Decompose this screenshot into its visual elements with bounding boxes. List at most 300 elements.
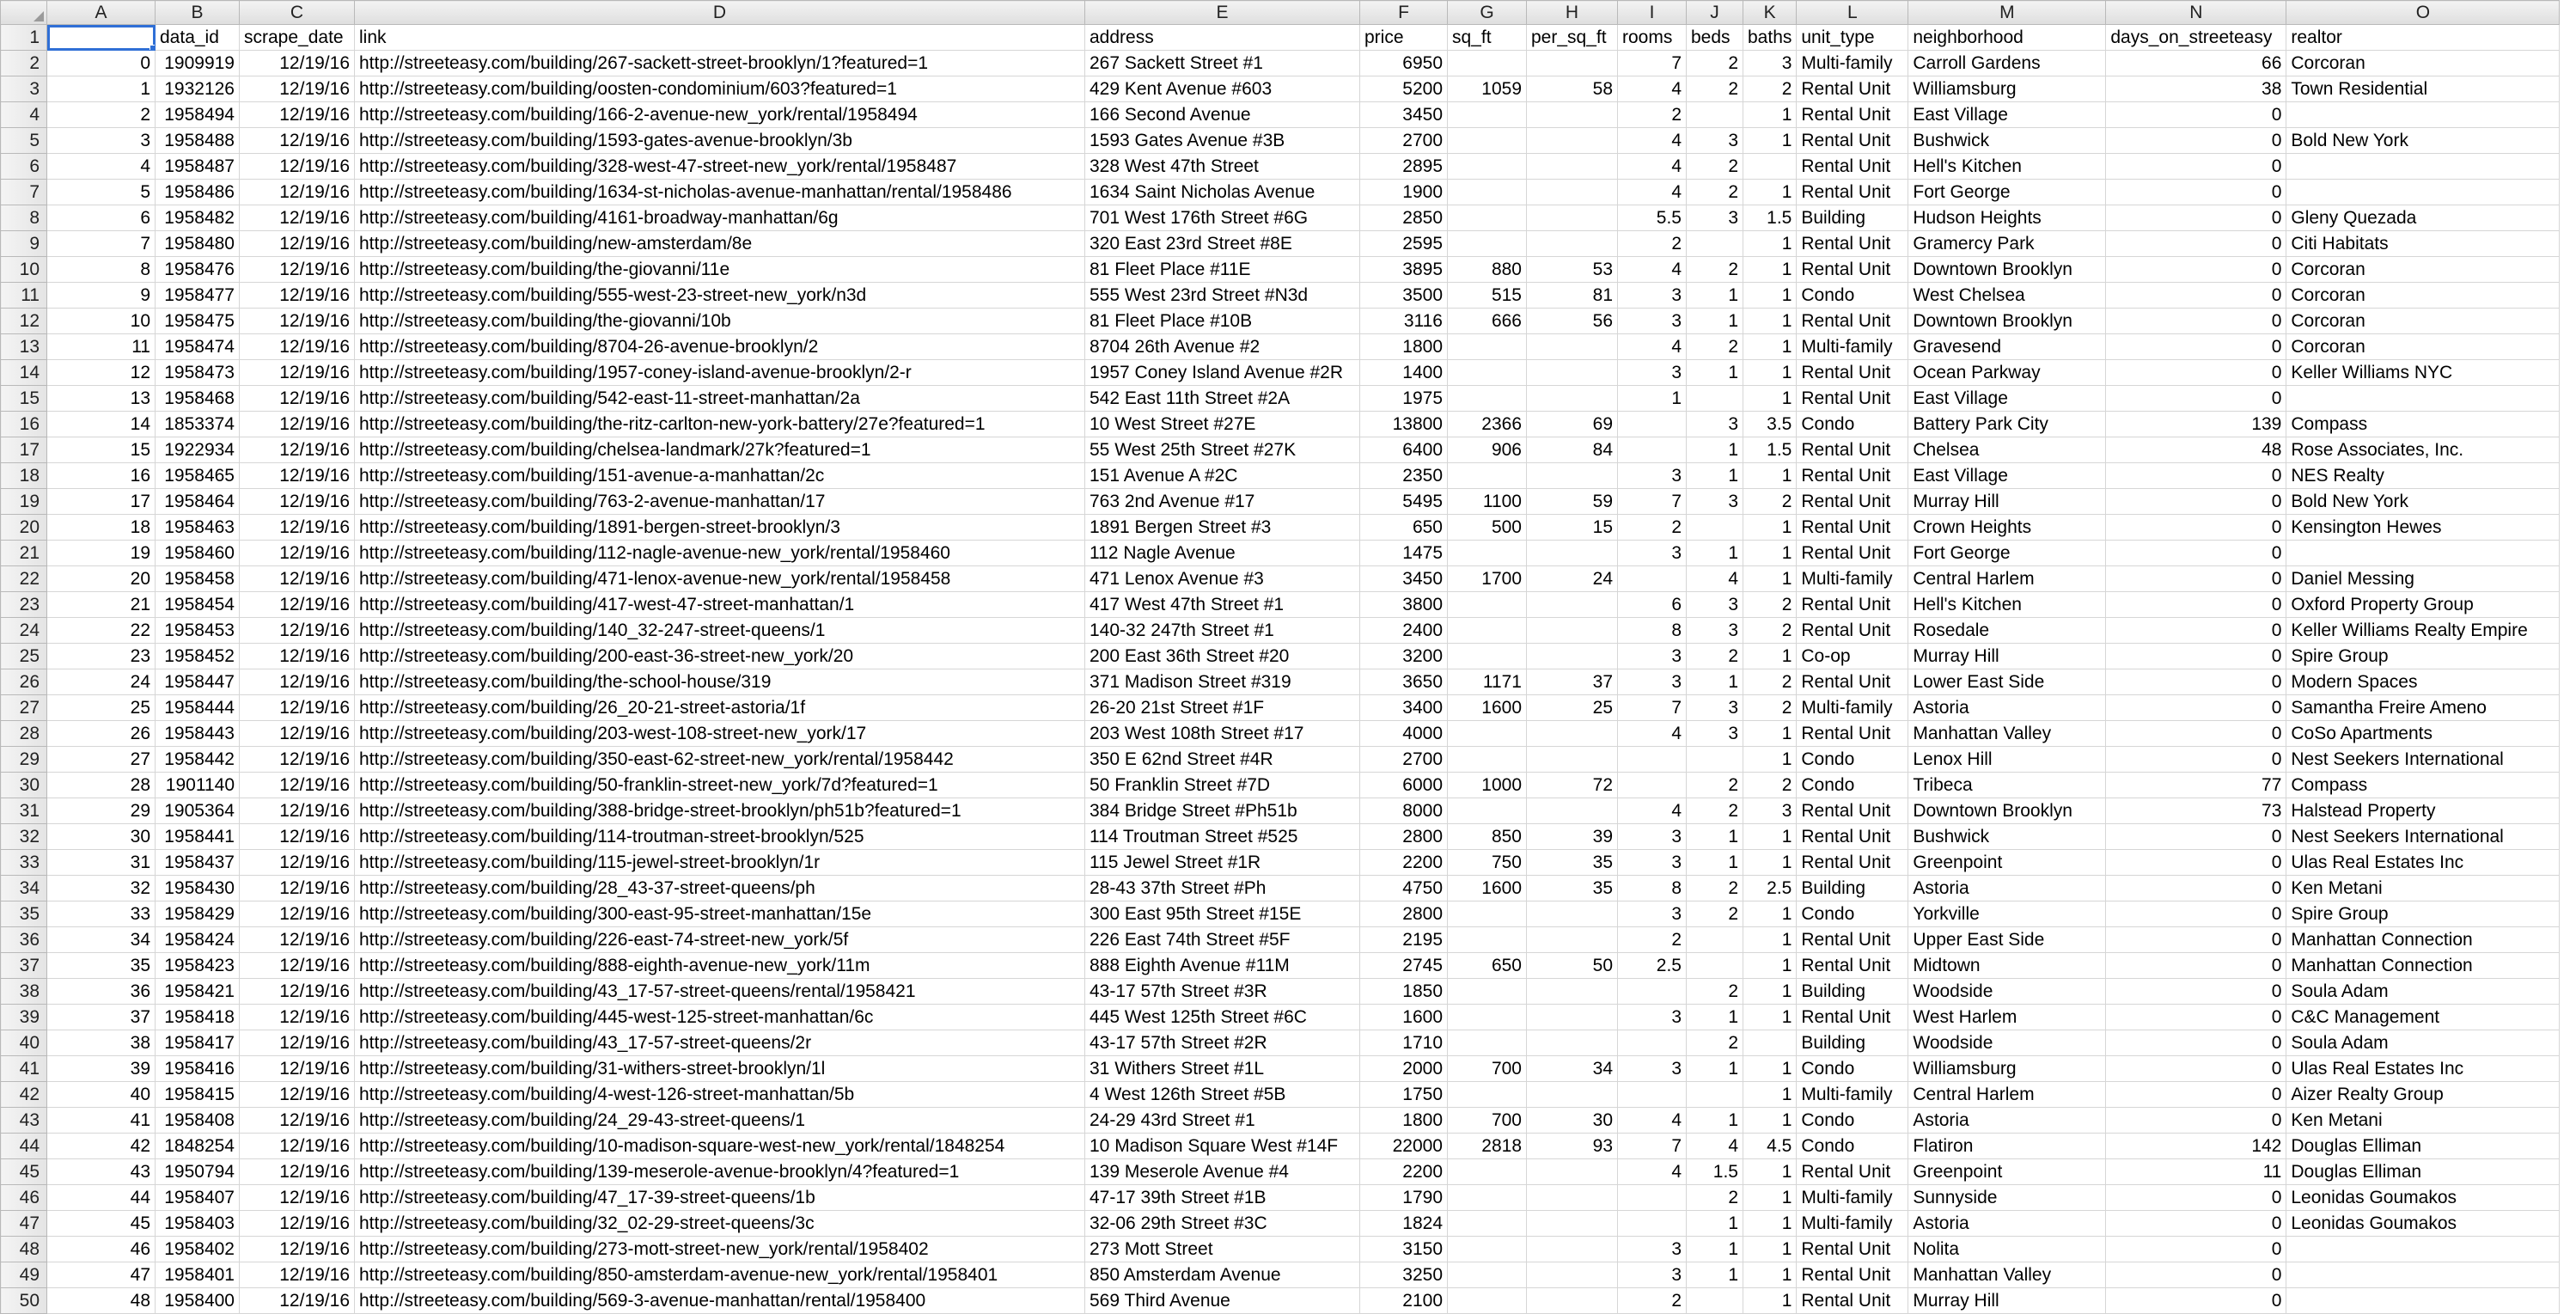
cell-l[interactable]: Multi-family [1797,1211,1908,1237]
cell-h[interactable]: 39 [1527,824,1618,850]
cell-c[interactable]: 12/19/16 [240,180,355,205]
cell-k[interactable]: 1 [1743,360,1797,386]
cell-j[interactable] [1687,102,1743,128]
row-header[interactable]: 43 [1,1108,47,1134]
cell-f[interactable]: 2195 [1360,927,1448,953]
row-header[interactable]: 32 [1,824,47,850]
cell-h[interactable]: 15 [1527,515,1618,541]
cell-f[interactable]: 1475 [1360,541,1448,566]
cell-g[interactable] [1448,231,1527,257]
cell-h[interactable]: 81 [1527,283,1618,309]
column-header-i[interactable]: I [1618,1,1687,25]
cell-f[interactable]: 3500 [1360,283,1448,309]
cell-n[interactable]: 0 [2106,1237,2286,1262]
cell-l[interactable]: Rental Unit [1797,515,1908,541]
cell-a[interactable]: 4 [47,154,156,180]
cell-o[interactable]: Leonidas Goumakos [2286,1211,2560,1237]
cell-e[interactable]: 763 2nd Avenue #17 [1085,489,1360,515]
cell-o[interactable]: Manhattan Connection [2286,953,2560,979]
cell-a[interactable]: 0 [47,51,156,76]
cell-k[interactable]: 2 [1743,76,1797,102]
cell-d[interactable]: http://streeteasy.com/building/555-west-23-street-new_york/n3d [355,283,1085,309]
cell-h[interactable] [1527,205,1618,231]
cell-m[interactable]: Williamsburg [1908,76,2106,102]
cell-n[interactable]: 0 [2106,515,2286,541]
cell-c[interactable]: 12/19/16 [240,927,355,953]
cell-n[interactable]: 0 [2106,618,2286,644]
cell-b[interactable]: 1958452 [156,644,240,669]
cell-o[interactable]: Keller Williams Realty Empire [2286,618,2560,644]
cell-i[interactable]: 4 [1618,721,1687,747]
cell-f[interactable]: 2200 [1360,850,1448,876]
cell-n[interactable]: 0 [2106,1288,2286,1314]
cell-o[interactable]: NES Realty [2286,463,2560,489]
cell-c[interactable]: 12/19/16 [240,773,355,798]
cell-e[interactable]: 8704 26th Avenue #2 [1085,334,1360,360]
cell-k[interactable]: 1 [1743,1108,1797,1134]
cell-f[interactable]: 1790 [1360,1185,1448,1211]
cell-m[interactable]: Woodside [1908,979,2106,1005]
cell-c[interactable]: 12/19/16 [240,1159,355,1185]
cell-h[interactable]: 59 [1527,489,1618,515]
cell-h[interactable] [1527,592,1618,618]
cell-b[interactable]: 1958442 [156,747,240,773]
cell-e[interactable]: 55 West 25th Street #27K [1085,437,1360,463]
row-header[interactable]: 25 [1,644,47,669]
cell-c[interactable]: scrape_date [240,25,355,51]
cell-m[interactable]: East Village [1908,102,2106,128]
column-header-a[interactable]: A [47,1,156,25]
cell-j[interactable]: 1 [1687,669,1743,695]
cell-a[interactable]: 29 [47,798,156,824]
row-header[interactable]: 8 [1,205,47,231]
cell-a[interactable]: 35 [47,953,156,979]
cell-m[interactable]: Greenpoint [1908,1159,2106,1185]
column-header-m[interactable]: M [1908,1,2106,25]
cell-e[interactable]: 31 Withers Street #1L [1085,1056,1360,1082]
cell-j[interactable]: beds [1687,25,1743,51]
cell-o[interactable]: Corcoran [2286,334,2560,360]
cell-f[interactable]: 2700 [1360,128,1448,154]
cell-i[interactable]: 4 [1618,128,1687,154]
cell-g[interactable]: 1059 [1448,76,1527,102]
cell-c[interactable]: 12/19/16 [240,1288,355,1314]
cell-k[interactable]: 4.5 [1743,1134,1797,1159]
cell-f[interactable]: 1824 [1360,1211,1448,1237]
cell-e[interactable]: 24-29 43rd Street #1 [1085,1108,1360,1134]
cell-h[interactable]: 93 [1527,1134,1618,1159]
cell-g[interactable]: 1171 [1448,669,1527,695]
cell-j[interactable]: 2 [1687,876,1743,901]
cell-i[interactable]: 4 [1618,154,1687,180]
cell-b[interactable]: 1958401 [156,1262,240,1288]
cell-h[interactable]: 50 [1527,953,1618,979]
cell-j[interactable]: 2 [1687,644,1743,669]
cell-o[interactable]: Manhattan Connection [2286,927,2560,953]
cell-i[interactable]: 2.5 [1618,953,1687,979]
cell-f[interactable]: 1600 [1360,1005,1448,1030]
row-header[interactable]: 26 [1,669,47,695]
cell-o[interactable]: Daniel Messing [2286,566,2560,592]
cell-g[interactable] [1448,1030,1527,1056]
cell-f[interactable]: 1400 [1360,360,1448,386]
cell-e[interactable]: 151 Avenue A #2C [1085,463,1360,489]
cell-c[interactable]: 12/19/16 [240,669,355,695]
cell-h[interactable]: 24 [1527,566,1618,592]
cell-n[interactable]: 77 [2106,773,2286,798]
cell-k[interactable]: 1 [1743,1056,1797,1082]
cell-g[interactable] [1448,128,1527,154]
cell-o[interactable]: Corcoran [2286,51,2560,76]
cell-o[interactable]: Douglas Elliman [2286,1134,2560,1159]
cell-m[interactable]: Carroll Gardens [1908,51,2106,76]
cell-k[interactable]: 1 [1743,979,1797,1005]
cell-k[interactable]: 1 [1743,824,1797,850]
cell-o[interactable] [2286,1288,2560,1314]
cell-j[interactable]: 2 [1687,154,1743,180]
cell-g[interactable]: 666 [1448,309,1527,334]
cell-e[interactable]: 1593 Gates Avenue #3B [1085,128,1360,154]
cell-n[interactable]: 0 [2106,1211,2286,1237]
row-header[interactable]: 45 [1,1159,47,1185]
cell-g[interactable]: 2818 [1448,1134,1527,1159]
cell-n[interactable]: 0 [2106,1082,2286,1108]
cell-g[interactable] [1448,1237,1527,1262]
column-header-n[interactable]: N [2106,1,2286,25]
cell-n[interactable]: 0 [2106,901,2286,927]
cell-e[interactable]: 542 East 11th Street #2A [1085,386,1360,412]
cell-n[interactable]: 0 [2106,1185,2286,1211]
cell-g[interactable] [1448,463,1527,489]
cell-i[interactable]: 4 [1618,76,1687,102]
cell-d[interactable]: http://streeteasy.com/building/43_17-57-street-queens/rental/1958421 [355,979,1085,1005]
cell-b[interactable]: 1958417 [156,1030,240,1056]
cell-a[interactable]: 7 [47,231,156,257]
row-header[interactable]: 9 [1,231,47,257]
cell-k[interactable]: 1 [1743,901,1797,927]
cell-c[interactable]: 12/19/16 [240,205,355,231]
cell-a[interactable]: 24 [47,669,156,695]
cell-a[interactable]: 48 [47,1288,156,1314]
cell-c[interactable]: 12/19/16 [240,876,355,901]
cell-o[interactable] [2286,154,2560,180]
row-header[interactable]: 5 [1,128,47,154]
cell-b[interactable]: 1958400 [156,1288,240,1314]
cell-o[interactable]: Bold New York [2286,489,2560,515]
cell-d[interactable]: http://streeteasy.com/building/471-lenox-avenue-new_york/rental/1958458 [355,566,1085,592]
cell-n[interactable]: 0 [2106,876,2286,901]
cell-b[interactable]: 1958453 [156,618,240,644]
cell-h[interactable] [1527,180,1618,205]
cell-g[interactable] [1448,901,1527,927]
cell-b[interactable]: 1958415 [156,1082,240,1108]
cell-g[interactable]: 1600 [1448,695,1527,721]
cell-d[interactable]: http://streeteasy.com/building/300-east-95-street-manhattan/15e [355,901,1085,927]
cell-d[interactable]: http://streeteasy.com/building/the-giovanni/10b [355,309,1085,334]
cell-l[interactable]: Rental Unit [1797,953,1908,979]
cell-m[interactable]: Battery Park City [1908,412,2106,437]
cell-c[interactable]: 12/19/16 [240,309,355,334]
cell-m[interactable]: Murray Hill [1908,1288,2106,1314]
cell-m[interactable]: Gravesend [1908,334,2106,360]
cell-h[interactable] [1527,102,1618,128]
cell-m[interactable]: East Village [1908,386,2106,412]
cell-c[interactable]: 12/19/16 [240,360,355,386]
cell-m[interactable]: Astoria [1908,695,2106,721]
cell-b[interactable]: 1958487 [156,154,240,180]
cell-e[interactable]: 139 Meserole Avenue #4 [1085,1159,1360,1185]
cell-b[interactable]: data_id [156,25,240,51]
cell-g[interactable]: 1000 [1448,773,1527,798]
cell-m[interactable]: Astoria [1908,1108,2106,1134]
cell-h[interactable]: per_sq_ft [1527,25,1618,51]
cell-c[interactable]: 12/19/16 [240,334,355,360]
cell-l[interactable]: Rental Unit [1797,798,1908,824]
cell-i[interactable]: 3 [1618,1262,1687,1288]
cell-j[interactable]: 1 [1687,1056,1743,1082]
cell-a[interactable]: 23 [47,644,156,669]
row-header[interactable]: 34 [1,876,47,901]
cell-j[interactable]: 2 [1687,334,1743,360]
cell-b[interactable]: 1932126 [156,76,240,102]
cell-l[interactable]: Multi-family [1797,1082,1908,1108]
cell-l[interactable]: Rental Unit [1797,592,1908,618]
cell-m[interactable]: Yorkville [1908,901,2106,927]
cell-b[interactable]: 1958421 [156,979,240,1005]
cell-e[interactable]: 267 Sackett Street #1 [1085,51,1360,76]
cell-f[interactable]: 2595 [1360,231,1448,257]
cell-i[interactable] [1618,773,1687,798]
cell-f[interactable]: 2100 [1360,1288,1448,1314]
cell-i[interactable]: 3 [1618,463,1687,489]
cell-e[interactable]: 115 Jewel Street #1R [1085,850,1360,876]
cell-c[interactable]: 12/19/16 [240,102,355,128]
cell-m[interactable]: Upper East Side [1908,927,2106,953]
cell-a[interactable]: 39 [47,1056,156,1082]
cell-i[interactable] [1618,979,1687,1005]
cell-k[interactable] [1743,154,1797,180]
column-header-d[interactable]: D [355,1,1085,25]
row-header[interactable]: 4 [1,102,47,128]
row-header[interactable]: 27 [1,695,47,721]
cell-k[interactable]: 2 [1743,592,1797,618]
cell-l[interactable]: Building [1797,979,1908,1005]
cell-k[interactable]: 1.5 [1743,205,1797,231]
cell-j[interactable]: 1 [1687,850,1743,876]
cell-l[interactable]: Rental Unit [1797,489,1908,515]
cell-m[interactable]: Chelsea [1908,437,2106,463]
cell-h[interactable] [1527,747,1618,773]
cell-g[interactable] [1448,334,1527,360]
cell-m[interactable]: Bushwick [1908,128,2106,154]
cell-h[interactable] [1527,1005,1618,1030]
cell-m[interactable]: Central Harlem [1908,1082,2106,1108]
cell-h[interactable] [1527,1288,1618,1314]
cell-a[interactable]: 34 [47,927,156,953]
cell-e[interactable]: 114 Troutman Street #525 [1085,824,1360,850]
row-header[interactable]: 1 [1,25,47,51]
cell-k[interactable]: 3.5 [1743,412,1797,437]
cell-c[interactable]: 12/19/16 [240,695,355,721]
cell-e[interactable]: address [1085,25,1360,51]
cell-j[interactable]: 2 [1687,76,1743,102]
cell-k[interactable]: 1 [1743,1185,1797,1211]
cell-e[interactable]: 328 West 47th Street [1085,154,1360,180]
cell-c[interactable]: 12/19/16 [240,901,355,927]
cell-l[interactable]: Multi-family [1797,566,1908,592]
cell-k[interactable]: 1 [1743,128,1797,154]
cell-h[interactable]: 53 [1527,257,1618,283]
cell-k[interactable]: 1 [1743,386,1797,412]
cell-e[interactable]: 417 West 47th Street #1 [1085,592,1360,618]
cell-a[interactable]: 1 [47,76,156,102]
cell-m[interactable]: Ocean Parkway [1908,360,2106,386]
cell-d[interactable]: http://streeteasy.com/building/850-amsterdam-avenue-new_york/rental/1958401 [355,1262,1085,1288]
cell-i[interactable]: 7 [1618,51,1687,76]
cell-h[interactable] [1527,798,1618,824]
cell-j[interactable]: 1 [1687,824,1743,850]
cell-h[interactable] [1527,231,1618,257]
cell-h[interactable]: 37 [1527,669,1618,695]
cell-d[interactable]: link [355,25,1085,51]
cell-o[interactable]: Modern Spaces [2286,669,2560,695]
cell-b[interactable]: 1958454 [156,592,240,618]
cell-f[interactable]: 3450 [1360,102,1448,128]
cell-h[interactable] [1527,128,1618,154]
cell-h[interactable] [1527,1185,1618,1211]
cell-c[interactable]: 12/19/16 [240,1211,355,1237]
cell-d[interactable]: http://streeteasy.com/building/542-east-11-street-manhattan/2a [355,386,1085,412]
cell-m[interactable]: neighborhood [1908,25,2106,51]
cell-f[interactable]: price [1360,25,1448,51]
cell-b[interactable]: 1853374 [156,412,240,437]
cell-b[interactable]: 1958465 [156,463,240,489]
cell-d[interactable]: http://streeteasy.com/building/114-troutman-street-brooklyn/525 [355,824,1085,850]
cell-n[interactable]: 0 [2106,1262,2286,1288]
cell-c[interactable]: 12/19/16 [240,1237,355,1262]
cell-l[interactable]: Rental Unit [1797,541,1908,566]
cell-d[interactable]: http://streeteasy.com/building/888-eighth-avenue-new_york/11m [355,953,1085,979]
cell-f[interactable]: 1800 [1360,334,1448,360]
row-header[interactable]: 6 [1,154,47,180]
cell-b[interactable]: 1958474 [156,334,240,360]
cell-m[interactable]: Hell's Kitchen [1908,154,2106,180]
cell-g[interactable] [1448,1288,1527,1314]
cell-k[interactable] [1743,1030,1797,1056]
cell-i[interactable]: 3 [1618,541,1687,566]
cell-h[interactable] [1527,1030,1618,1056]
cell-o[interactable]: Kensington Hewes [2286,515,2560,541]
cell-l[interactable]: Rental Unit [1797,257,1908,283]
cell-m[interactable]: Downtown Brooklyn [1908,798,2106,824]
cell-b[interactable]: 1958429 [156,901,240,927]
cell-h[interactable]: 25 [1527,695,1618,721]
cell-h[interactable] [1527,1237,1618,1262]
cell-k[interactable]: 1 [1743,721,1797,747]
cell-b[interactable]: 1958402 [156,1237,240,1262]
cell-m[interactable]: West Harlem [1908,1005,2106,1030]
cell-c[interactable]: 12/19/16 [240,463,355,489]
row-header[interactable]: 49 [1,1262,47,1288]
cell-e[interactable]: 50 Franklin Street #7D [1085,773,1360,798]
cell-j[interactable]: 3 [1687,721,1743,747]
cell-f[interactable]: 4000 [1360,721,1448,747]
cell-g[interactable] [1448,798,1527,824]
cell-h[interactable]: 30 [1527,1108,1618,1134]
cell-a[interactable]: 43 [47,1159,156,1185]
cell-k[interactable]: 1 [1743,309,1797,334]
cell-f[interactable]: 1850 [1360,979,1448,1005]
cell-e[interactable]: 888 Eighth Avenue #11M [1085,953,1360,979]
cell-h[interactable] [1527,927,1618,953]
cell-o[interactable]: Spire Group [2286,901,2560,927]
cell-h[interactable] [1527,644,1618,669]
cell-k[interactable]: 1 [1743,1262,1797,1288]
cell-i[interactable]: 3 [1618,850,1687,876]
cell-f[interactable]: 3250 [1360,1262,1448,1288]
cell-l[interactable]: Condo [1797,901,1908,927]
column-header-h[interactable]: H [1527,1,1618,25]
row-header[interactable]: 7 [1,180,47,205]
cell-f[interactable]: 4750 [1360,876,1448,901]
cell-a[interactable]: 42 [47,1134,156,1159]
cell-h[interactable] [1527,386,1618,412]
cell-f[interactable]: 3400 [1360,695,1448,721]
cell-n[interactable]: 0 [2106,592,2286,618]
cell-n[interactable]: days_on_streeteasy [2106,25,2286,51]
cell-g[interactable] [1448,154,1527,180]
cell-m[interactable]: Lower East Side [1908,669,2106,695]
cell-i[interactable]: 2 [1618,1288,1687,1314]
cell-b[interactable]: 1958444 [156,695,240,721]
cell-j[interactable]: 1 [1687,437,1743,463]
cell-k[interactable]: 1 [1743,953,1797,979]
row-header[interactable]: 23 [1,592,47,618]
row-header[interactable]: 13 [1,334,47,360]
cell-a[interactable]: 26 [47,721,156,747]
cell-f[interactable]: 2800 [1360,824,1448,850]
row-header[interactable]: 40 [1,1030,47,1056]
cell-i[interactable]: 3 [1618,283,1687,309]
row-header[interactable]: 39 [1,1005,47,1030]
cell-e[interactable]: 81 Fleet Place #11E [1085,257,1360,283]
row-header[interactable]: 28 [1,721,47,747]
cell-l[interactable]: Multi-family [1797,1185,1908,1211]
cell-n[interactable]: 0 [2106,489,2286,515]
cell-j[interactable]: 2 [1687,1030,1743,1056]
cell-a[interactable]: 17 [47,489,156,515]
cell-n[interactable]: 0 [2106,566,2286,592]
cell-l[interactable]: unit_type [1797,25,1908,51]
cell-f[interactable]: 5200 [1360,76,1448,102]
cell-g[interactable]: 500 [1448,515,1527,541]
cell-k[interactable]: 2.5 [1743,876,1797,901]
row-header[interactable]: 44 [1,1134,47,1159]
cell-n[interactable]: 0 [2106,721,2286,747]
cell-f[interactable]: 1800 [1360,1108,1448,1134]
cell-h[interactable] [1527,463,1618,489]
cell-e[interactable]: 81 Fleet Place #10B [1085,309,1360,334]
cell-l[interactable]: Condo [1797,747,1908,773]
cell-g[interactable] [1448,592,1527,618]
cell-c[interactable]: 12/19/16 [240,1185,355,1211]
cell-i[interactable]: 3 [1618,901,1687,927]
cell-k[interactable]: 1 [1743,231,1797,257]
cell-c[interactable]: 12/19/16 [240,1030,355,1056]
cell-i[interactable]: 3 [1618,309,1687,334]
cell-l[interactable]: Rental Unit [1797,76,1908,102]
cell-b[interactable]: 1958473 [156,360,240,386]
